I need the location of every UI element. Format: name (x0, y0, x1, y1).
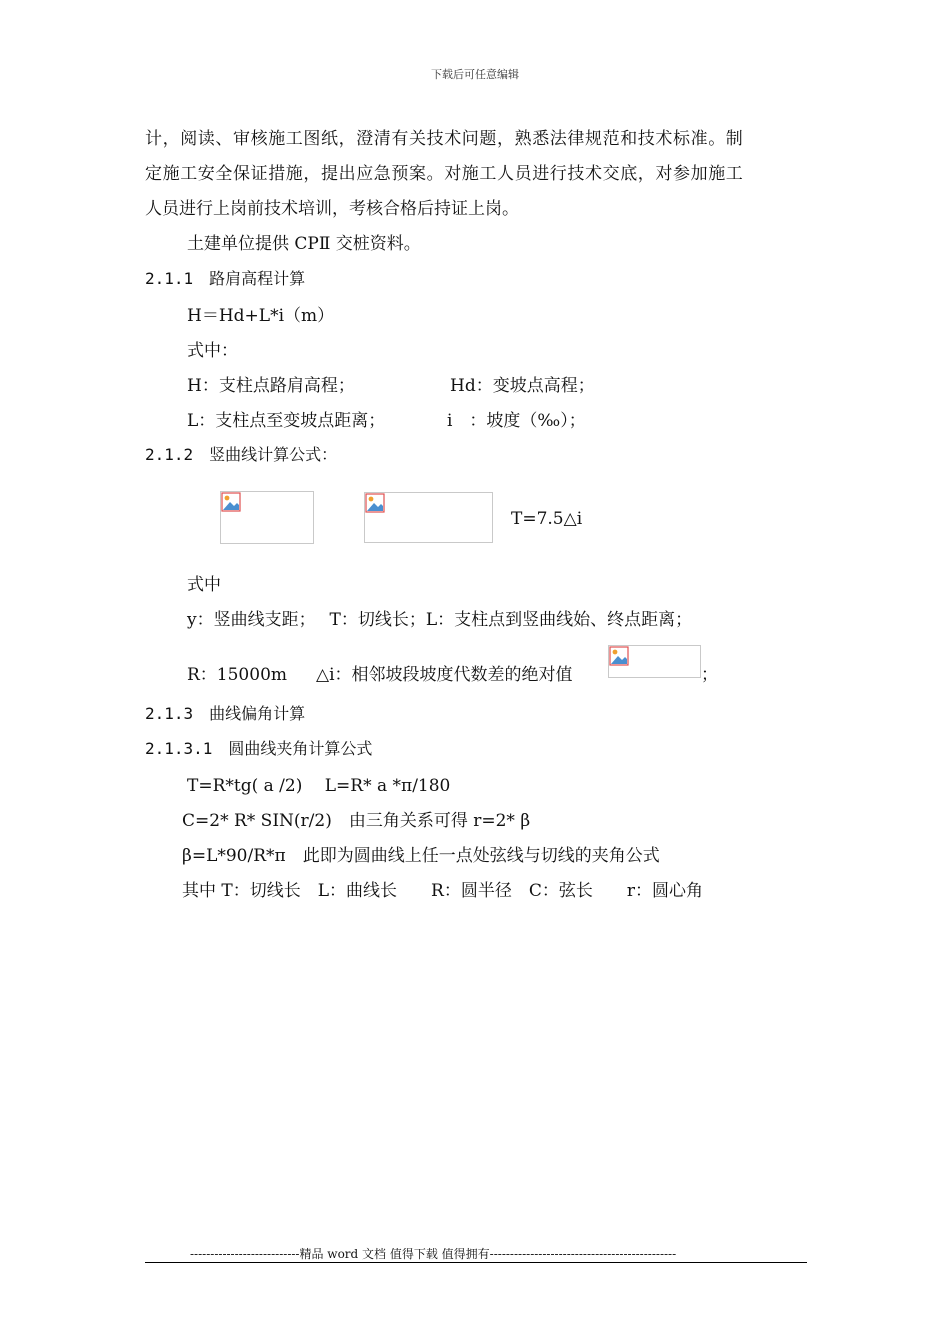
formula-image-1 (220, 491, 314, 544)
formula-image-3 (608, 645, 701, 678)
var-l: L：支柱点至变坡点距离； (187, 411, 386, 431)
tangent-formula: T=7.5△i (511, 509, 583, 529)
footer-rule (145, 1262, 807, 1263)
broken-image-icon (365, 493, 385, 513)
intro-line-2: 定施工安全保证措施，提出应急预案。对施工人员进行技术交底，对参加施工 (145, 164, 744, 184)
radius-value: R：15000m (187, 665, 287, 685)
broken-image-icon (221, 492, 241, 512)
section-2-1-3-title: 2.1.3 曲线偏角计算 (145, 704, 306, 723)
intro-line-1: 计，阅读、审核施工图纸，澄清有关技术问题，熟悉法律规范和技术标准。制 (145, 129, 744, 149)
circle-formula-1: T=R*tg( a /2) L=R* a *π/180 (187, 776, 451, 796)
section-2-1-2-title: 2.1.2 竖曲线计算公式： (145, 445, 338, 464)
formula-image-2 (364, 492, 493, 543)
section-2-1-3-1-title: 2.1.3.1 圆曲线夹角计算公式 (145, 739, 373, 758)
semicolon: ； (701, 665, 718, 685)
vertical-curve-vars: y：竖曲线支距； T：切线长；L：支柱点到竖曲线始、终点距离； (187, 610, 693, 630)
page-footer: ---------------------------精品 word 文档 值得下载 值得拥有---------------------------------------------- (190, 1247, 677, 1261)
grade-diff-text: △i：相邻坡段坡度代数差的绝对值 (316, 665, 573, 685)
intro-line-4: 土建单位提供 CPⅡ 交桩资料。 (187, 234, 421, 254)
var-i: i ：坡度（‰）； (447, 411, 586, 431)
circle-formula-2: C=2* R* SIN(r/2) 由三角关系可得 r=2* β (182, 811, 531, 831)
where-label-2: 式中 (187, 575, 221, 595)
var-hd: Hd：变坡点高程； (450, 376, 595, 396)
circle-formula-3: β=L*90/R*π 此即为圆曲线上任一点处弦线与切线的夹角公式 (182, 846, 660, 866)
where-label: 式中： (187, 341, 238, 361)
intro-line-3: 人员进行上岗前技术培训，考核合格后持证上岗。 (145, 199, 519, 219)
circle-formula-vars: 其中 T：切线长 L：曲线长 R：圆半径 C：弦长 r：圆心角 (182, 881, 703, 901)
broken-image-icon (609, 646, 629, 666)
var-h: H：支柱点路肩高程； (187, 376, 355, 396)
page-header: 下载后可任意编辑 (431, 68, 519, 81)
elevation-formula: H＝Hd+L*i（m） (187, 306, 335, 326)
section-2-1-1-title: 2.1.1 路肩高程计算 (145, 269, 306, 288)
